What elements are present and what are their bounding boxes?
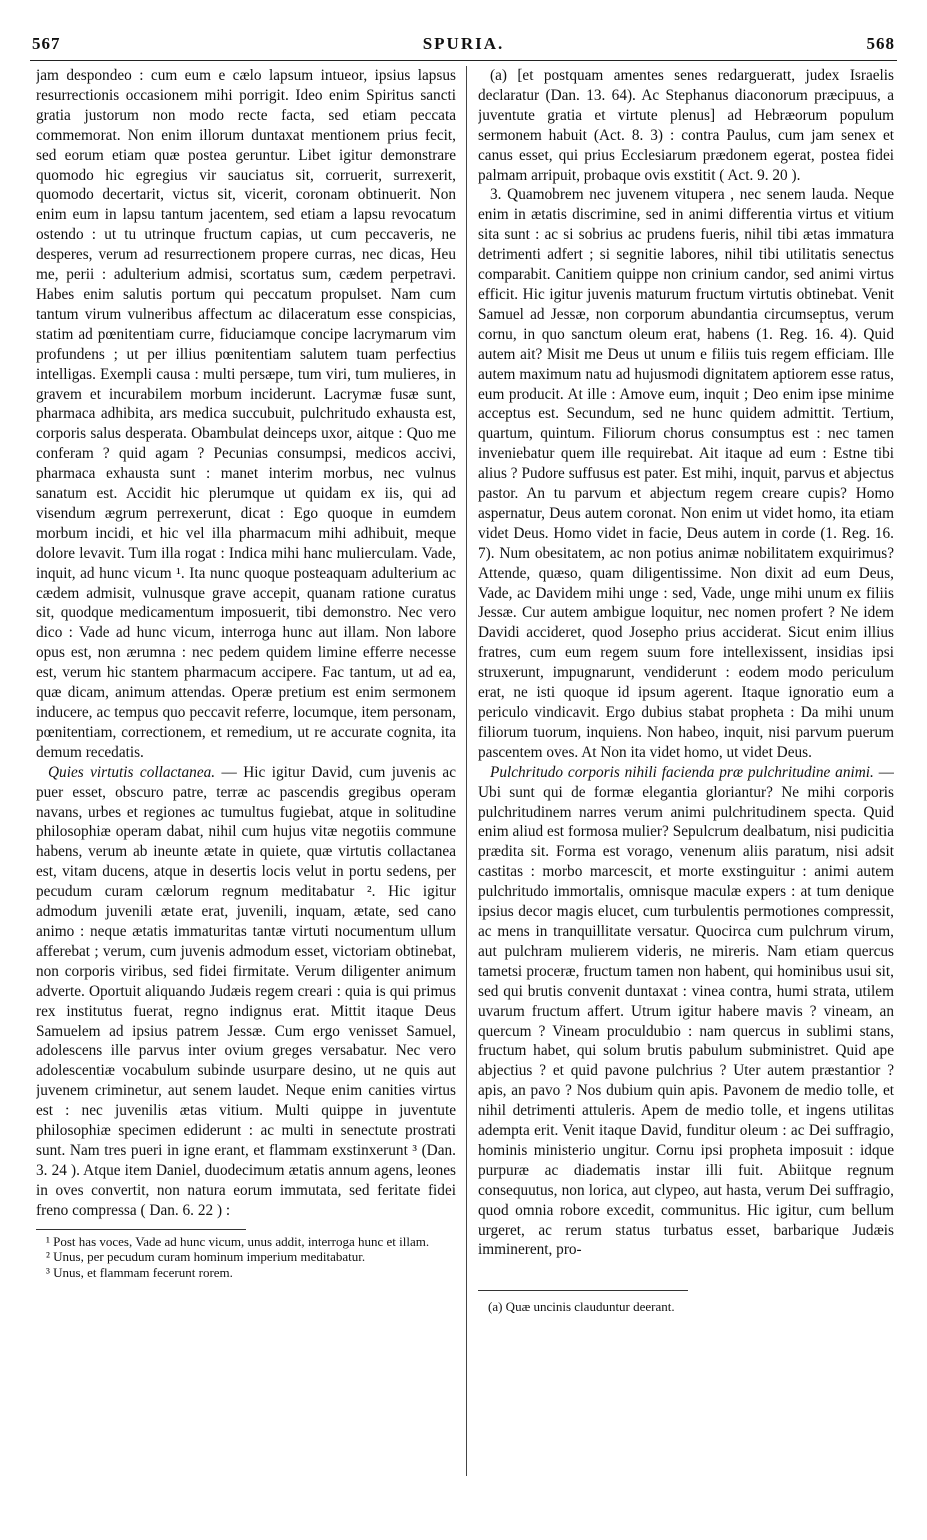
section-title-quies: Quies virtutis collactanea. xyxy=(48,763,216,781)
right-paragraph-3 xyxy=(478,763,894,1261)
footnote-1: ¹ Post has voces, Vade ad hunc vicum, unus addit, interroga hunc et illam. xyxy=(46,1233,430,1249)
right-paragraph-3-text: — Ubi sunt qui de formæ elegantia gloriantur? Ne mihi corporis pulchritudinem narres verum animi pulchritudinem specta. Quid enim aliud est formosa mulier? Sepulcrum dealbatum, nisi pudicitia prædita sit. Forma est vorago, venenum aliis paratum, nisi adsit castitas : morbo marcescit, et morte exstinguitur : animi autem pulchritudo immortalis, omnisque maculæ expers : at tum denique ipsius decor magis elucet, cum turbulentis permotiones compressit, ac mens in tranquillitate versatur. Quocirca cum pulchrum virum, aut pulchram mulierem videris, ne mireris. Nam etiam quercus tametsi proceræ, fructum tamen non habent, qui hominibus usui sit, sed qui brutis convenit duntaxat : vinea contra, humi strata, utilem uvarum fructum affert. Utrum igitur habere mavis ? vineam, an quercum ? Vineam proculdubio : nam quercus in sublimi stans, fructum habet, qui solum brutis pabulum subministret. Quid ape abjectius ? et quid pavone pulchrius ? Uter autem præstantior ? apis, an pavo ? Nos dubium quin apis. Pavonem de medio tolle, et nihil detrimenti attuleris. Apem de medio tolle, et ingens utilitas adempta erit. Venit itaque David, funditur oleum : ac Dei suffragio, hominis ministerio ungitur. Cornu ipsi propheta imposuit : idque purpuræ ac diadematis instar illi fuit. Abiitque regnum consequutus, non lorica, aut clypeo, aut hasta, verum Dei suffragio, quod omnia robore excedit, communitus. Hic igitur, cum bellum urgeret, ac rerum status turbatus esset, barbarique Judæis imminerent, pro- xyxy=(478,763,894,1259)
running-title: SPURIA. xyxy=(422,34,505,53)
editor-note-text: (a) Quæ uncinis clauduntur deerant. xyxy=(488,1299,675,1315)
right-paragraph-2: 3. Quamobrem nec juvenem vitupera , nec senem lauda. Neque enim in ætatis discrimine, sed in animi differentia virtus et vitium sita sunt : ac si sobrius ac prudens fueris, nihil tibi ætas immatura detrimenti adfert ; si segnitie labores, nihil tibi utilitatis senectus comparabit. Canitiem quippe non crinium candor, sed animi virtus efficit. Hic igitur juvenis maturum fructum virtutis obtinebat. Venit Samuel ad Jessæ, non corporum abundantia circumseptus, verum cornu, in quo sanctum oleum erat, habens (1. Reg. 16. 4). Quid autem ait? Misit me Deus ut unum e filiis tuis regem efficiam. Ille autem maximum natu ad hujusmodi dignitatem aptiorem esse ratus, eum producit. At ille : Amove eum, inquit ; Deo enim ipse minime acceptus est. Secundum, sed ne hunc quidem admittit. Tertium, quartum, quintum. Filiorum chorus consumptus est : nec tamen inveniebatur quem ille requirebat. Ait itaque ad eum : Estne tibi alius ? Pudore suffusus est pater. Est mihi, inquit, parvus et abjectus pastor. An tu parvum et abjectum regem creare cupis? Homo aspernatur, Deus autem coronat. Non enim ut videt homo, ita etiam videt Deus. Homo videt in facie, Deus autem in corde (1. Reg. 16. 7). Num obesitatem, ac non potius animæ nobilitatem exquirimus? Attende, quæso, quam diligentissime. Non dixit ad eum Deus, Vade, ac Davidem mihi unge : sed, Vade, unge mihi unum ex filiis Jessæ. Cur autem ambigue loquitur, nec nomen profert ? Ne idem Davidi accideret, quod Josepho prius acciderat. Sicut enim illius fratres, cum eum regem suum fore intellexissent, insidias ipsi struxerunt, impugnarunt, vendiderunt : eodem modo periculum erat, ne isti quoque id ipsum agerent. Itaque ignoratio eum a periculo vindicavit. Ergo dubius stabat propheta : Da mihi unum filiorum tuorum, inquiens. Non habeo, inquit, nisi parvum puerum pascentem oves. At Non ita videt homo, ut videt Deus. xyxy=(478,186,894,761)
footnote-2: ² Unus, per pecudum curam hominum imperium meditabatur. xyxy=(46,1249,366,1265)
page-number-right: 568 xyxy=(866,34,895,53)
section-title-pulchritudo: Pulchritudo corporis nihili facienda præ pulchritudine animi. xyxy=(490,763,874,781)
left-paragraph-1: jam despondeo : cum eum e cælo lapsum intueor, ipsius lapsus resurrectionis occasionem mihi porrigit. Ideo enim Spiritus sancti gratia justorum non modo recte facta, sed etiam peccata commemorat. Non enim illorum duntaxat mentionem prius fecit, sed eorum etiam quæ postea geruntur. Libet igitur demonstrare quomodo hic egregius vir sauciatus sit, corruerit, surrexerit, quomodo decertarit, victus sit, vicerit, coronam obtinuerit. Non enim eum in lapsu tantum jacentem, sed etiam a lapsu revocatum ostendo : ut tu utrinque fructum capias, ut cum peccaveris, ne desperes, verum ad resurrectionem propere curras, nec dicas, Heu me, perii : adulterium admisi, scortatus sum, cædem perpetravi. Habes enim salutis portum qui peccatum propulset. Nam cum tantum virum vulneribus affectum ac dilaceratum esse conspicias, statim ad pœnitentiam curre, fiduciamque concipe lacrymarum vim profundens ; ut per illius pœnitentiam salutem tuam perfectius intelligas. Exempli causa : multi persæpe, tum viri, tum mulieres, in gravem et incurabilem morbum inciderunt. Lacrymæ fusæ sunt, pharmaca adhibita, ars medica succubuit, pulchritudo exhausta est, corporis salus desperata. Obambulat deinceps uxor, aitque : Quo me conferam ? quid agam ? Pecunias consumpsi, medicos accivi, pharmaca exhausta sunt : manet interim morbus, nec vulnus sanatum est. Accidit hic plerumque ut quidam ex iis, qui ad visendum ægrum perrexerunt, dicat : Ego quoque in eumdem morbum incidi, et hic vel illa pharmacum mihi adhibuit, meque dolore levavit. Tum illa rogat : Indica mihi hanc mulierculam. Vade, inquit, ad hunc vicum ¹. Ita nunc quoque posteaquam adulterium ac cædem admisit, vulnusque grave accepit, quanam ratione curatus sit, quodque medicamentum imposuerit, tibi demonstro. Nec vero dico : Vade ad hunc vicum, interroga hunc aut illam. Non labore opus est, non ærumna : nec pedem quidem limine efferre necesse est, verum hic stantem pharmacum accipere. Fac tantum, ut ad ea, quæ dicam, animum attendas. Operæ pretium est enim sermonem inducere, ac tempus quo peccavit referre, locumque, item personam, pœnitentiam, correctionem, et remedium, ut re accurate cognita, ita demum recedatis. xyxy=(36,67,456,761)
right-paragraph-1: (a) [et postquam amentes senes redargueratt, judex Israelis declaratur (Dan. 13. 64). Ac Stephanus diaconorum præcipuus, a juventute gratia et virtute plenus] ad Hebræorum populum sermonem habuit (Act. 8. 3) : contra Paulus, cum jam senex et canus esset, qui prius Ecclesiarum prædonem egerat, postea fidei palmam arripuit, probaque ovis exstitit ( Act. 9. 20 ). xyxy=(478,67,894,184)
left-paragraph-2-text: — Hic igitur David, cum juvenis ac puer esset, obscuro patre, terræ ac pascendis gregibus operam navans, urbes et regiones ac tumultus fugiebat, atque in solitudine philosophiæ operam dabat, nihil cum hujus vitæ negotiis commune habens, verum ab ineunte ætate in quiete, quæ virtutis collactanea est, vitam ducens, atque in desertis locis velut in portu sedens, per pecudum curam cælorum regnum meditabatur ². Hic igitur admodum juvenili ætate erat, juvenili, inquam, ætate, sed cano animo : neque ætatis immaturitas tantæ virtuti nocumentum ullum afferebat ; verum, cum juvenis admodum esset, victoriam obtinebat, non corporis viribus, sed fidei firmitate. Verum diligenter animum adverte. Oportuit aliquando Judæis regem creari : quia is qui primus rex institutus fuerat, regno indignus erat. Mittit itaque Deus Samuelem ad ipsius patrem Jessæ. Cum ergo venisset Samuel, adolescens ille parvus inter ovium greges versabatur. Nec vero adolescentiæ vocabulum subinde usurpare desino, ut ne quis aut juvenem criminetur, aut senem laudet. Neque enim canities virtus est : nec juvenilis ætas vitium. Multi quippe in juventute philosophiæ specimen ediderunt : ac multi in senectute prostrati sunt. Nam tres pueri in igne erant, et flammam exstinxerunt ³ (Dan. 3. 24 ). Atque item Daniel, duodecimum ætatis annum agens, leones in oves convertit, non natura eorum immutata, sed feritate fidei freno compressa ( Dan. 6. 22 ) : xyxy=(36,763,456,1219)
left-paragraph-2 xyxy=(36,763,456,1221)
footnote-3: ³ Unus, et flammam fecerunt rorem. xyxy=(46,1264,233,1280)
page-header xyxy=(30,30,897,61)
page-number-left: 567 xyxy=(32,34,61,53)
footnotes xyxy=(36,1234,456,1281)
column-divider xyxy=(466,66,467,1476)
left-column xyxy=(36,66,456,1518)
editor-note xyxy=(478,1290,688,1317)
right-column xyxy=(478,66,894,1518)
